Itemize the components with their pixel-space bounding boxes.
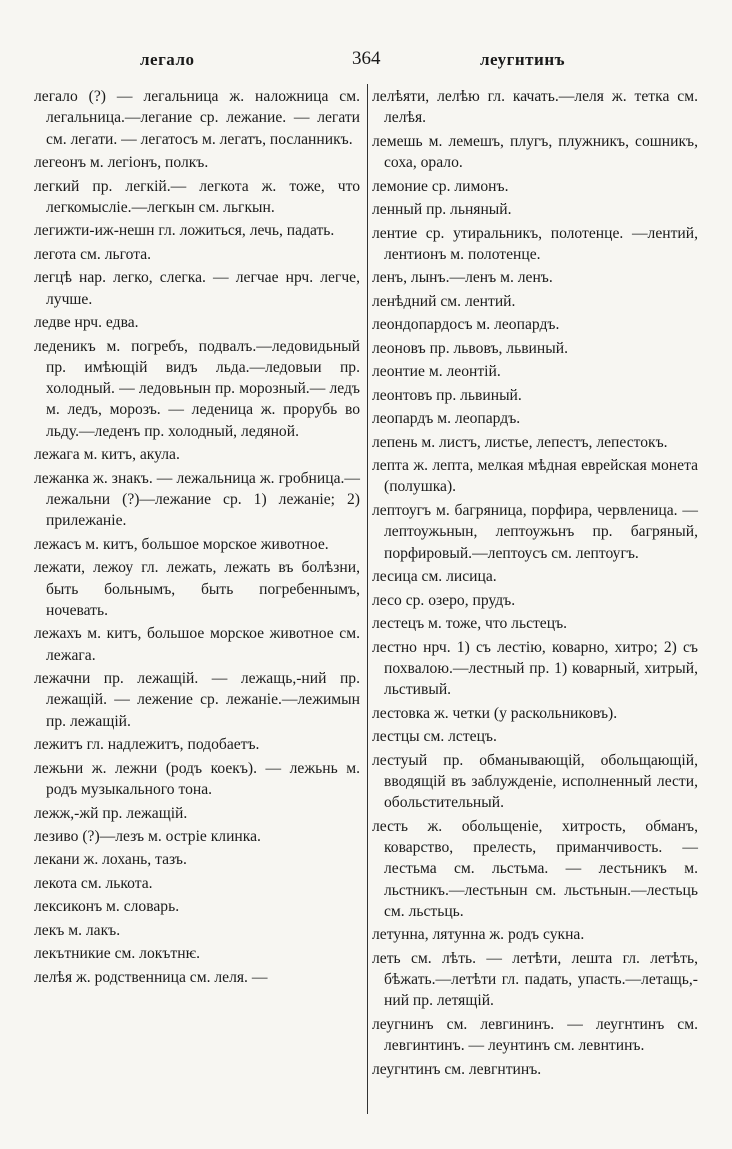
dictionary-entry: лекътникие см. локътнѥ.	[34, 945, 201, 963]
dictionary-entry: легота см. льгота.	[34, 245, 152, 263]
dictionary-entry: лежахъ м. китъ, большое морское животное см. лежага.	[34, 625, 360, 664]
dictionary-entry: лежачни пр. лежащій. — лежащь,-ний пр. лежащій. — лежение ср. лежаніе.—лежимын пр. лежащій.	[34, 670, 360, 730]
dictionary-entry: лемешь м. лемешъ, плугъ, плужникъ, сошникъ, соха, орало.	[372, 132, 698, 172]
dictionary-entry: лепень м. листъ, листье, лепестъ, лепестокъ.	[372, 433, 668, 451]
dictionary-entry: лекани ж. лохань, тазъ.	[34, 851, 187, 869]
dictionary-entry: летунна, лятунна ж. родъ сукна.	[372, 926, 585, 944]
dictionary-entry: лемоние ср. лимонъ.	[372, 177, 509, 195]
dictionary-entry: леопардъ м. леопардъ.	[372, 410, 521, 428]
dictionary-entry: лестно нрч. 1) съ лестію, коварно, хитро; 2) съ похвалою.—лестный пр. 1) коварный, хитрый, льстивый.	[372, 638, 698, 699]
dictionary-entry: лекъ м. лакъ.	[34, 921, 121, 939]
dictionary-entry: лежага м. китъ, акула.	[34, 446, 180, 464]
dictionary-entry: лежитъ гл. надлежитъ, подобаетъ.	[34, 736, 260, 754]
dictionary-entry: легало (?) — легальница ж. наложница см. легальница.—легание ср. лежание. — легати см. легати. — легатосъ м. легатъ, посланникъ.	[34, 88, 360, 148]
right-column	[372, 86, 698, 1082]
dictionary-entry: лелѣя ж. родственница см. леля. —	[34, 968, 268, 986]
dictionary-entry: ленъ, лынъ.—ленъ м. ленъ.	[372, 269, 553, 287]
dictionary-entry: лелѣяти, лелѣю гл. качать.—леля ж. тетка см. лелѣя.	[372, 88, 698, 127]
dictionary-entry: лежанка ж. знакъ. — лежальница ж. гробница.—лежальни (?)—лежание ср. 1) лежаніе; 2) прилежаніе.	[34, 469, 360, 530]
dictionary-entry: лентие ср. утиральникъ, полотенце. —лентий, лентионъ м. полотенце.	[372, 224, 698, 263]
dictionary-entry: лежати, лежоу гл. лежать, лежать въ болѣзни, быть больнымъ, быть погребеннымъ, ночевать.	[34, 559, 360, 619]
column-divider	[367, 84, 368, 1114]
dictionary-entry: леденикъ м. погребъ, подвалъ.—ледовидьный пр. имѣющій видъ льда.—ледовыи пр. холодный. — ледовьнын пр. морозный.— ледъ м. ледъ, морозъ. — леденица ж. прорубь во льду.—леденъ пр. холодный, ледяной.	[34, 337, 360, 440]
page-number: 364	[352, 48, 381, 69]
dictionary-entry: ленѣдний см. лентий.	[372, 292, 516, 310]
dictionary-entry: лестцы см. лстецъ.	[372, 728, 497, 746]
dictionary-entry: ленный пр. льняный.	[372, 201, 512, 219]
dictionary-entry: лестовка ж. четки (у раскольниковъ).	[372, 704, 618, 722]
dictionary-entry: лексиконъ м. словарь.	[34, 898, 180, 916]
dictionary-entry: легеонъ м. легіонъ, полкъ.	[34, 154, 209, 172]
dictionary-entry: леугнтинъ см. левгнтинъ.	[372, 1060, 542, 1078]
left-column	[34, 86, 360, 990]
dictionary-entry: леугнинъ см. левгининъ. — леугнтинъ см. левгинтинъ. — леунтинъ см. левнтинъ.	[372, 1015, 698, 1055]
dictionary-entry: легижти-иж-нешн гл. ложиться, лечь, падать.	[34, 222, 335, 240]
dictionary-entry: лежасъ м. китъ, большое морское животное.	[34, 535, 329, 553]
dictionary-entry: ледве нрч. едва.	[34, 314, 139, 332]
header-guide-word-right: леугнтинъ	[480, 50, 566, 69]
dictionary-entry: лежж,-жй пр. лежащій.	[34, 804, 188, 822]
dictionary-entry: лестуый пр. обманывающій, обольщающій, вводящій въ заблужденіе, исполненный лести, обольстительный.	[372, 751, 698, 812]
dictionary-entry: лесо ср. озеро, прудъ.	[372, 591, 516, 609]
dictionary-entry: леонтие м. леонтій.	[372, 363, 501, 381]
dictionary-entry: леонтовъ пр. львиный.	[372, 386, 522, 404]
dictionary-entry: лесть ж. обольщеніе, хитрость, обманъ, коварство, прелесть, приманчивость. — лестьма см. льстьма. — лестьникъ м. льстникъ.—лестьнын см. льстьнын.—лестьць см. льстьць.	[372, 817, 698, 920]
dictionary-entry: легкий пр. легкій.— легкота ж. тоже, что легкомысліе.—легкын см. льгкын.	[34, 177, 360, 216]
dictionary-entry: лесица см. лисица.	[372, 568, 497, 586]
header-guide-word-left: легало	[140, 50, 195, 69]
dictionary-entry: лекота см. лькота.	[34, 874, 153, 892]
dictionary-entry: лептоугъ м. багряница, порфира, червленица. — лептоужьнын, лептоужьнъ пр. багряный, порфировый.—лептоусъ см. лептоугъ.	[372, 501, 698, 562]
dictionary-entry: лестецъ м. тоже, что льстецъ.	[372, 615, 568, 633]
dictionary-entry: легцѣ нар. легко, слегка. — легчае нрч. легче, лучше.	[34, 269, 360, 308]
dictionary-entry: леоновъ пр. львовъ, львиный.	[372, 339, 568, 357]
dictionary-entry: леть см. лѣть. — летѣти, лешта гл. летѣть, бѣжать.—летѣти гл. падать, упасть.—летащь,-ний пр. летящій.	[372, 949, 698, 1010]
running-header	[0, 50, 732, 74]
dictionary-entry: лежьни ж. лежни (родъ коекъ). — лежьнь м. родъ музыкального тона.	[34, 759, 360, 799]
dictionary-entry: лезиво (?)—лезъ м. остріе клинка.	[34, 827, 261, 845]
dictionary-entry: леондопардосъ м. леопардъ.	[372, 316, 560, 334]
dictionary-entry: лепта ж. лепта, мелкая мѣдная еврейская монета (полушка).	[372, 457, 698, 496]
